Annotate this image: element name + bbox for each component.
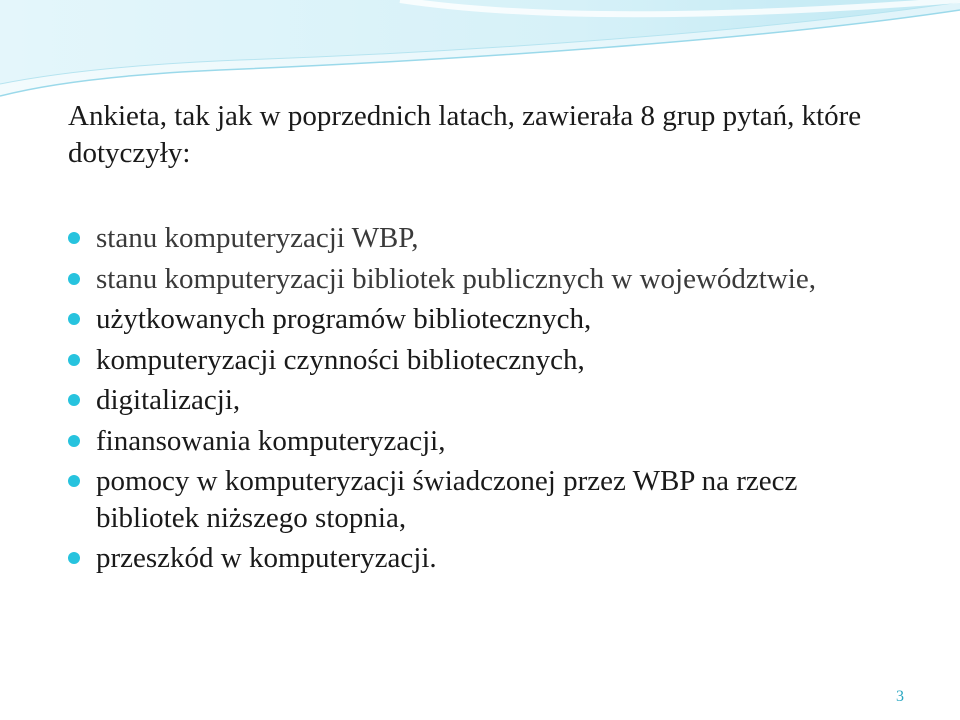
bullet-dot-icon <box>68 273 80 285</box>
list-item <box>0 463 900 536</box>
list-item <box>0 342 900 379</box>
bullet-dot-icon <box>68 313 80 325</box>
bullet-text: komputeryzacji czynności bibliotecznych, <box>96 343 585 376</box>
bullet-dot-icon <box>68 394 80 406</box>
list-item <box>0 261 900 298</box>
bullet-text: stanu komputeryzacji WBP, <box>96 222 419 254</box>
bullet-text: użytkowanych programów bibliotecznych, <box>96 303 592 335</box>
bullet-dot-icon <box>68 552 80 564</box>
bullet-dot-icon <box>68 475 80 487</box>
bullet-text: finansowania komputeryzacji, <box>96 424 446 457</box>
bullet-dot-icon <box>68 435 80 447</box>
list-item <box>0 540 900 577</box>
header-wave-decoration <box>0 0 960 110</box>
bullet-text: stanu komputeryzacji bibliotek publicznych w województwie, <box>96 262 816 295</box>
page-number: 3 <box>896 688 904 705</box>
bullet-text: pomocy w komputeryzacji świadczonej przez WBP na rzecz bibliotek niższego stopnia, <box>96 465 798 534</box>
list-item <box>0 301 900 338</box>
bullet-dot-icon <box>68 354 80 366</box>
bullet-list <box>0 220 900 581</box>
bullet-text: przeszkód w komputeryzacji. <box>96 542 437 574</box>
list-item <box>0 423 900 460</box>
list-item <box>0 220 900 257</box>
list-item <box>0 382 900 419</box>
bullet-dot-icon <box>68 232 80 244</box>
bullet-text: digitalizacji, <box>96 384 241 416</box>
intro-text: Ankieta, tak jak w poprzednich latach, zawierała 8 grup pytań, które dotyczyły: <box>68 100 862 169</box>
